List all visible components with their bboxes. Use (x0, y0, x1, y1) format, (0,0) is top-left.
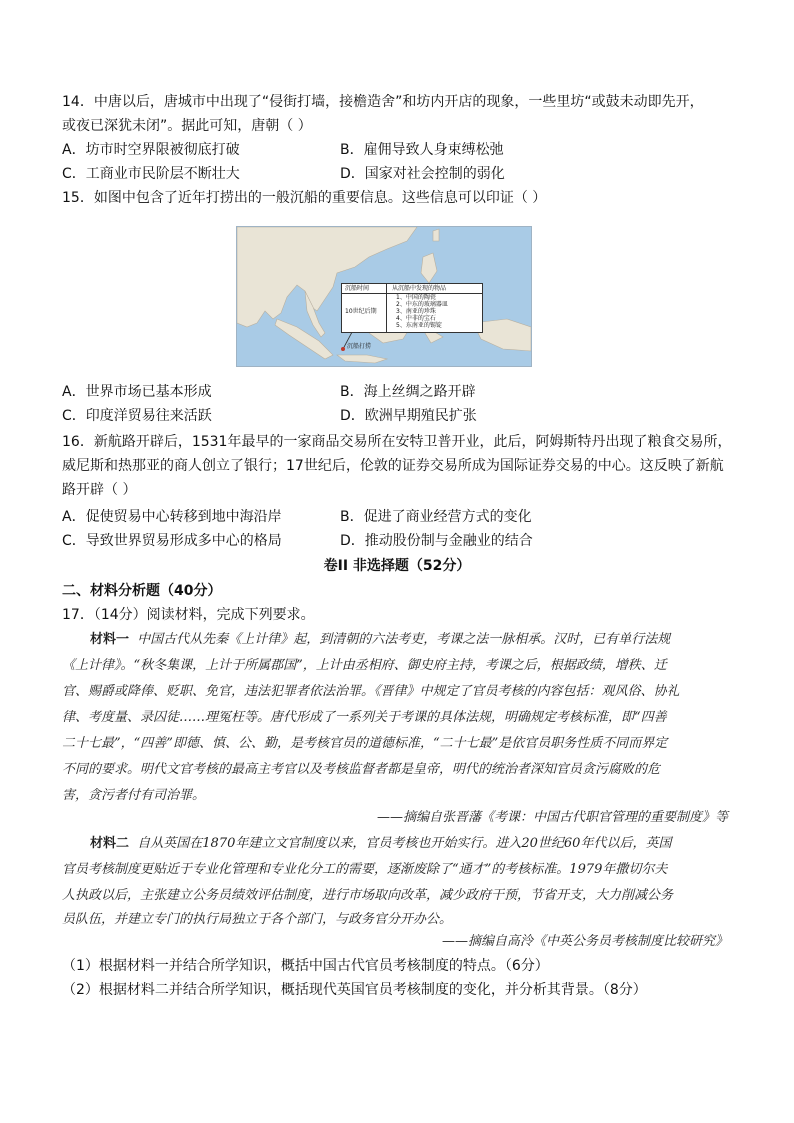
material-1-source: ——摘编自张晋藩《考课：中国古代职官管理的重要制度》等 (376, 810, 728, 825)
q16-stem-line2: 威尼斯和热那亚的商人创立了银行；17世纪后，伦敦的证券交易所成为国际证券交易的中心。这反映了新航 (62, 458, 724, 474)
material-1-line4: 律、考度量、录囚徒……理冤枉等。唐代形成了一系列关于考课的具体法规，明确规定考核标准，即“四善 (62, 710, 667, 725)
q14-stem-line2: 或夜已深犹未闭”。据此可知，唐朝（ ） (62, 118, 312, 134)
q15-option-b: B．海上丝绸之路开辟 (340, 384, 476, 400)
q15-stem: 15．如图中包含了近年打捞出的一般沉船的重要信息。这些信息可以印证（ ） (62, 190, 547, 206)
q16-option-b: B．促进了商业经营方式的变化 (340, 509, 532, 525)
table-item-5: 5、东南亚的锡锭 (396, 322, 442, 329)
q15-option-a: A．世界市场已基本形成 (62, 384, 212, 400)
q17-intro: 17．（14分）阅读材料，完成下列要求。 (62, 607, 315, 623)
q15-option-c: C．印度洋贸易往来活跃 (62, 408, 212, 424)
table-header-items: 从沉船中发现的物品 (392, 285, 447, 292)
q16-option-a: A．促使贸易中心转移到地中海沿岸 (62, 509, 282, 525)
material-2-line2: 官员考核制度更贴近于专业化管理和专业化分工的需要，逐渐废除了“通才”的考核标准。1979年撒切尔夫 (62, 862, 668, 877)
material-1-line6: 不同的要求。明代文官考核的最高主考官以及考核监督者都是皇帝，明代的统治者深知官员贪污腐败的危 (62, 762, 661, 777)
material-1-line1 (90, 630, 670, 650)
material-2-line3: 人执政以后，主张建立公务员绩效评估制度，进行市场取向改革，减少政府干预，节省开支，大力削减公务 (62, 888, 674, 903)
part2-title: 二、材料分析题（40分） (62, 583, 222, 599)
q16-stem-line3: 路开辟（ ） (62, 482, 137, 498)
q14-option-b: B．雇佣导致人身束缚松弛 (340, 142, 504, 158)
table-header-time: 沉船时间 (345, 285, 370, 292)
material-2-line4: 员队伍，并建立专门的执行局独立于各个部门，与政务官分开办公。 (62, 912, 453, 927)
material-1-line7: 害，贪污者付有司治罪。 (62, 788, 206, 803)
q14-stem-line1: 14．中唐以后，唐城市中出现了“侵街打墙，接檐造舍”和坊内开店的现象，一些里坊“或鼓未动即先开， (62, 94, 704, 110)
table-item-1: 1、中国的陶瓷 (396, 294, 436, 301)
q16-stem-line1: 16．新航路开辟后，1531年最早的一家商品交易所在安特卫普开业，此后，阿姆斯特丹出现了粮食交易所， (62, 434, 732, 450)
q16-option-c: C．导致世界贸易形成多中心的格局 (62, 533, 282, 549)
q14-option-a: A．坊市时空界限被彻底打破 (62, 142, 240, 158)
q14-option-d: D．国家对社会控制的弱化 (340, 166, 505, 182)
material-1-tag: 材料一 (90, 632, 130, 647)
material-1-line3: 官、赐爵或降俸、贬职、免官，违法犯罪者依法治罪。《晋律》中规定了官员考核的内容包括：观风俗、协礼 (62, 684, 680, 699)
material-2-tag: 材料二 (90, 836, 130, 851)
material-1-line5: 二十七最”，“四善”即德、慎、公、勤，是考核官员的道德标准，“二十七最”是依官员职务性质不同而界定 (62, 736, 668, 751)
q17-requirement-1: （1）根据材料一并结合所学知识，概括中国古代官员考核制度的特点。（6分） (62, 958, 549, 974)
table-time-value: 10世纪后期 (345, 308, 377, 315)
material-2-source: ——摘编自高泠《中英公务员考核制度比较研究》 (441, 934, 728, 949)
shipwreck-info-table (341, 283, 483, 333)
table-item-2: 2、中东的玻璃器皿 (396, 301, 448, 308)
q16-option-d: D．推动股份制与金融业的结合 (340, 533, 533, 549)
q17-requirement-2: （2）根据材料二并结合所学知识，概括现代英国官员考核制度的变化，并分析其背景。（8分） (62, 982, 647, 998)
wreck-label: 沉船打捞 (347, 343, 372, 350)
section-title: 卷II 非选择题（52分） (323, 558, 471, 574)
table-item-4: 4、中非的宝石 (396, 315, 436, 322)
material-1-text1: 中国古代从先秦《上计律》起，到清朝的六法考吏，考课之法一脉相承。汉时，已有单行法规 (137, 632, 671, 647)
q14-option-c: C．工商业市民阶层不断壮大 (62, 166, 240, 182)
table-item-3: 3、南亚的珍珠 (396, 308, 436, 315)
southeast-asia-map (236, 226, 532, 367)
q15-option-d: D．欧洲早期殖民扩张 (340, 408, 477, 424)
material-2-text1: 自从英国在1870年建立文官制度以来，官员考核也开始实行。进入20世纪60年代以后，英国 (137, 836, 672, 851)
material-1-line2: 《上计律》。“秋冬集课，上计于所属郡国”，上计由丞相府、御史府主持，考课之后，根据政绩，增秩、迁 (62, 658, 667, 673)
material-2-line1 (90, 834, 671, 854)
